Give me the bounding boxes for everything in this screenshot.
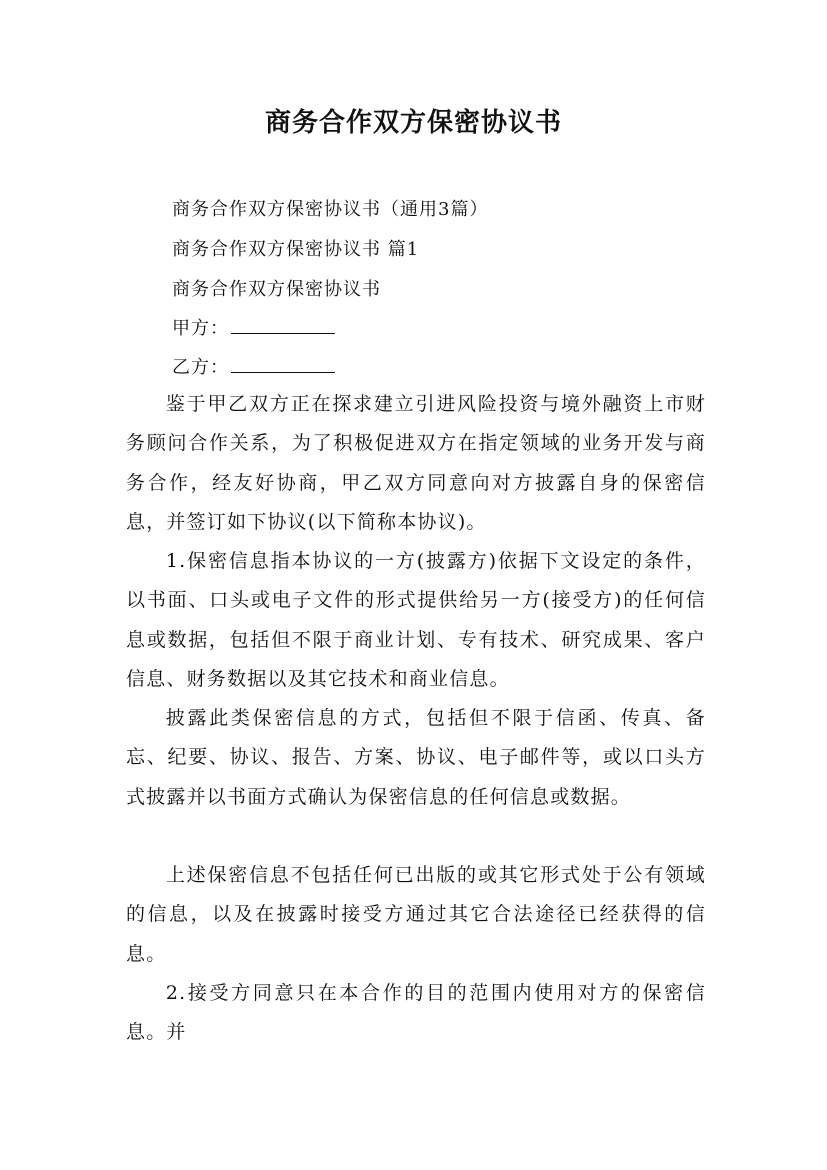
paragraph-preamble: 鉴于甲乙双方正在探求建立引进风险投资与境外融资上市财务顾问合作关系，为了积极促进双方在指定领域的业务开发与商务合作，经友好协商，甲乙双方同意向对方披露自身的保密信息，并签订如下协议(以下简称本协议)。 — [126, 393, 706, 533]
document-title: 商务合作双方保密协议书 — [264, 108, 562, 138]
agreement-subtitle: 商务合作双方保密协议书 — [172, 279, 381, 300]
party-a-blank — [231, 317, 335, 334]
collection-title: 商务合作双方保密协议书（通用3篇） — [172, 199, 489, 220]
party-b-label: 乙方： — [172, 357, 229, 378]
chapter-heading: 商务合作双方保密协议书 篇1 — [172, 239, 420, 260]
paragraph-clause-2: 2.接受方同意只在本合作的目的范围内使用对方的保密信息。并 — [126, 982, 706, 1044]
paragraph-clause-1: 1.保密信息指本协议的一方(披露方)依据下文设定的条件，以书面、口头或电子文件的形式提供给另一方(接受方)的任何信息或数据，包括但不限于商业计划、专有技术、研究成果、客户信息、财务数据以及其它技术和商业信息。 — [126, 550, 706, 690]
party-a-line — [172, 317, 335, 341]
party-a-label: 甲方： — [172, 318, 229, 339]
paragraph-disclosure-methods: 披露此类保密信息的方式，包括但不限于信函、传真、备忘、纪要、协议、报告、方案、协议、电子邮件等，或以口头方式披露并以书面方式确认为保密信息的任何信息或数据。 — [126, 707, 706, 808]
paragraph-exclusions: 上述保密信息不包括任何已出版的或其它形式处于公有领域的信息，以及在披露时接受方通过其它合法途径已经获得的信息。 — [126, 864, 706, 965]
party-b-line — [172, 356, 335, 380]
party-b-blank — [231, 356, 335, 373]
